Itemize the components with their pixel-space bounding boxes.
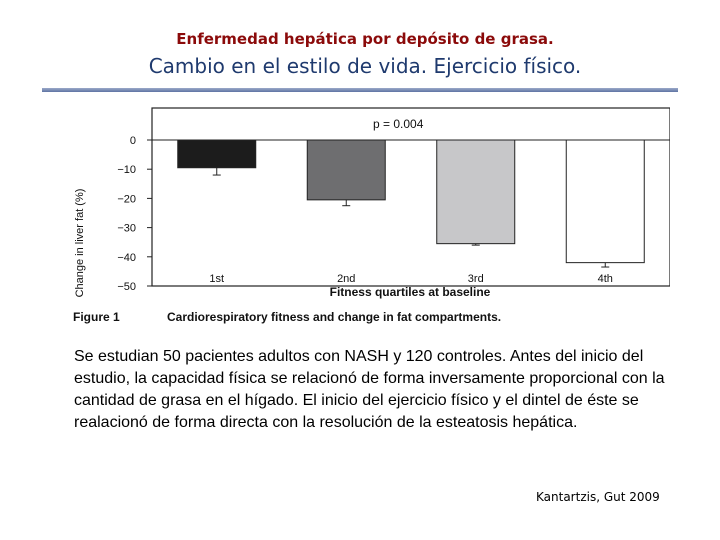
figure-label: Figure 1 [73,310,120,324]
bar-1st [178,140,256,168]
figure-caption: Cardiorespiratory fitness and change in fat compartments. [167,310,502,324]
y-tick-label: −50 [117,281,136,293]
slide-subtitle: Enfermedad hepática por depósito de grasa. [176,30,554,48]
p-value-annotation: p = 0.004 [373,117,424,131]
bar-chart [55,95,670,335]
y-tick-label: −40 [117,251,136,264]
figure [55,95,670,335]
x-axis-label: Fitness quartiles at baseline [329,285,491,299]
bar-4th [566,140,644,263]
bar-3rd [437,140,515,244]
slide-title: Cambio en el estilo de vida. Ejercicio físico. [148,54,582,78]
y-tick-label: −10 [117,164,136,177]
y-tick-label: −20 [117,193,136,206]
y-tick-label: 0 [129,135,136,147]
bar-2nd [307,140,385,200]
body-paragraph: Se estudian 50 pacientes adultos con NASH y 120 controles. Antes del inicio del estudio, la capacidad física se relacionó de forma inversamente proporcional con la cantidad de grasa en el hígado. El inicio del ejercicio físico y el dintel de éste se realacionó de forma directa con la resolución de la esteatosis hepática. [74,348,665,431]
x-tick-label: 1st [209,273,225,285]
x-tick-label: 3rd [467,273,484,285]
y-axis-label: Change in liver fat (%) [74,188,86,298]
citation: Kantartzis, Gut 2009 [536,490,660,504]
x-tick-label: 4th [597,273,613,285]
x-tick-label: 2nd [337,273,356,285]
title-divider [42,88,678,92]
y-tick-label: −30 [117,222,136,235]
